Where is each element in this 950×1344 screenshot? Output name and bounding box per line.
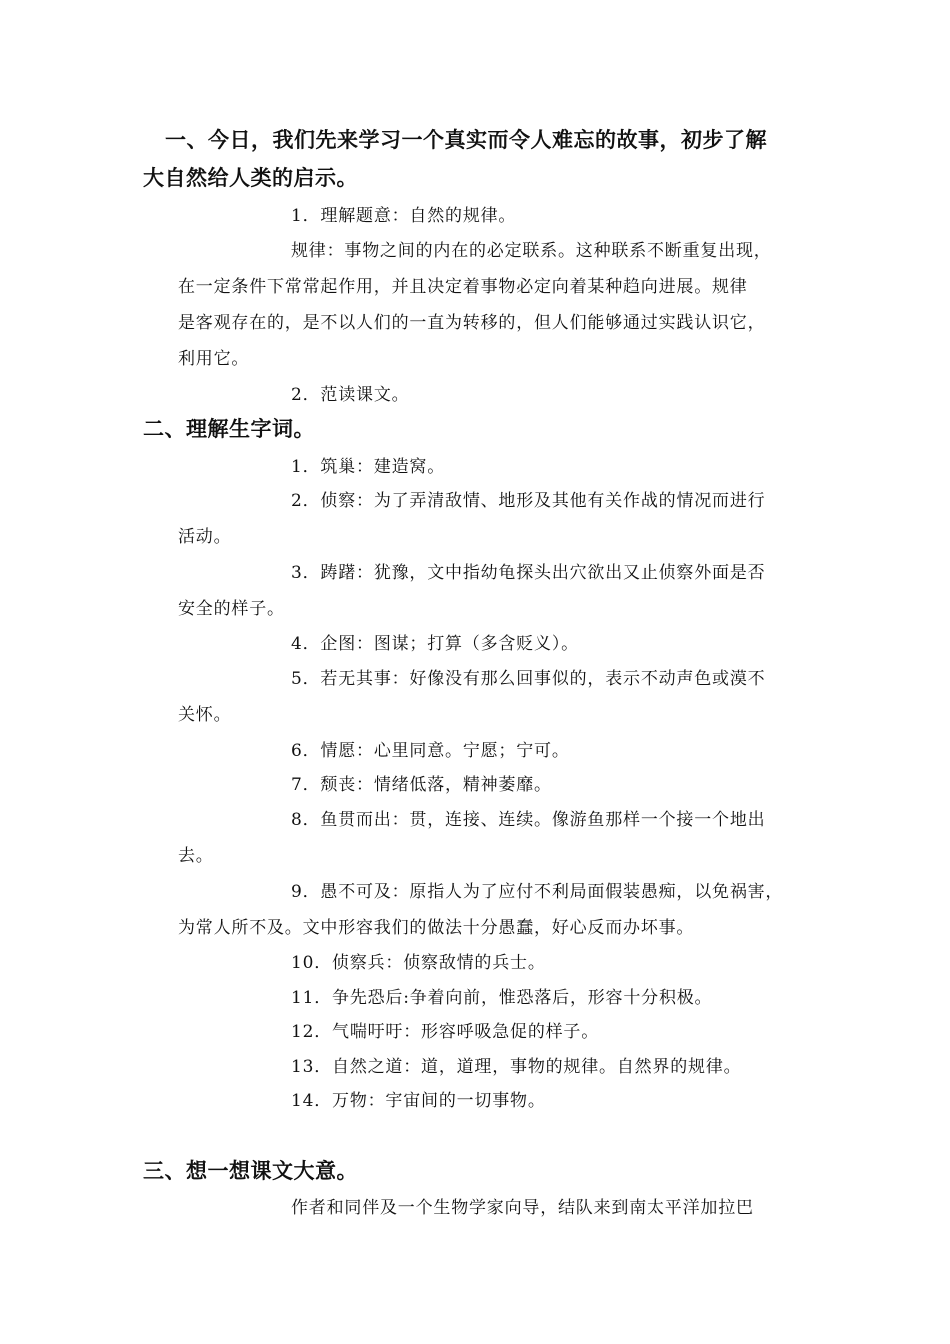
- vocab-item: 12．气喘吁吁：形容呼吸急促的样子。: [291, 1022, 600, 1042]
- vocab-item-continuation: 关怀。: [178, 705, 232, 725]
- vocab-item: 11．争先恐后:争着向前，惟恐落后，形容十分积极。: [291, 988, 713, 1008]
- vocab-item: 14．万物：宇宙间的一切事物。: [291, 1091, 546, 1111]
- vocab-item: 2．侦察：为了弄清敌情、地形及其他有关作战的情况而进行: [291, 491, 766, 511]
- vocab-item: 5．若无其事：好像没有那么回事似的，表示不动声色或漠不: [291, 669, 766, 689]
- vocab-item: 6．情愿：心里同意。宁愿；宁可。: [291, 741, 570, 761]
- vocab-item-continuation: 活动。: [178, 527, 232, 547]
- section3-heading: 三、想一想课文大意。: [143, 1158, 358, 1183]
- vocab-item: 4．企图：图谋；打算（多含贬义）。: [291, 634, 579, 654]
- definition-line-4: 利用它。: [178, 349, 250, 369]
- vocab-item: 3．踌躇：犹豫，文中指幼龟探头出穴欲出又止侦察外面是否: [291, 563, 766, 583]
- section1-heading-line1: 一、今日，我们先来学习一个真实而令人难忘的故事，初步了解: [165, 127, 767, 152]
- definition-line-3: 是客观存在的，是不以人们的一直为转移的，但人们能够通过实践认识它，: [178, 313, 766, 333]
- vocab-item-continuation: 为常人所不及。文中形容我们的做法十分愚蠢，好心反而办坏事。: [178, 918, 695, 938]
- section2-heading: 二、理解生字词。: [143, 416, 315, 441]
- definition-line-1: 规律：事物之间的内在的必定联系。这种联系不断重复出现，: [291, 241, 772, 261]
- vocab-item: 1．筑巢：建造窝。: [291, 457, 446, 477]
- vocab-item: 9．愚不可及：原指人为了应付不利局面假装愚痴，以免祸害，: [291, 882, 784, 902]
- vocab-item: 13．自然之道：道，道理，事物的规律。自然界的规律。: [291, 1057, 742, 1077]
- section1-heading-line2: 大自然给人类的启示。: [143, 165, 358, 190]
- vocab-item-continuation: 去。: [178, 846, 214, 866]
- vocab-item-continuation: 安全的样子。: [178, 599, 285, 619]
- definition-line-2: 在一定条件下常常起作用，并且决定着事物必定向着某种趋向进展。规律: [178, 277, 748, 297]
- summary-line-1: 作者和同伴及一个生物学家向导，结队来到南太平洋加拉巴: [291, 1198, 754, 1218]
- section1-item-2: 2．范读课文。: [291, 385, 410, 405]
- vocab-item: 8．鱼贯而出：贯，连接、连续。像游鱼那样一个接一个地出: [291, 810, 766, 830]
- vocab-item: 10．侦察兵：侦察敌情的兵士。: [291, 953, 546, 973]
- section1-item-1: 1．理解题意：自然的规律。: [291, 206, 517, 226]
- vocab-item: 7．颓丧：情绪低落，精神萎靡。: [291, 775, 552, 795]
